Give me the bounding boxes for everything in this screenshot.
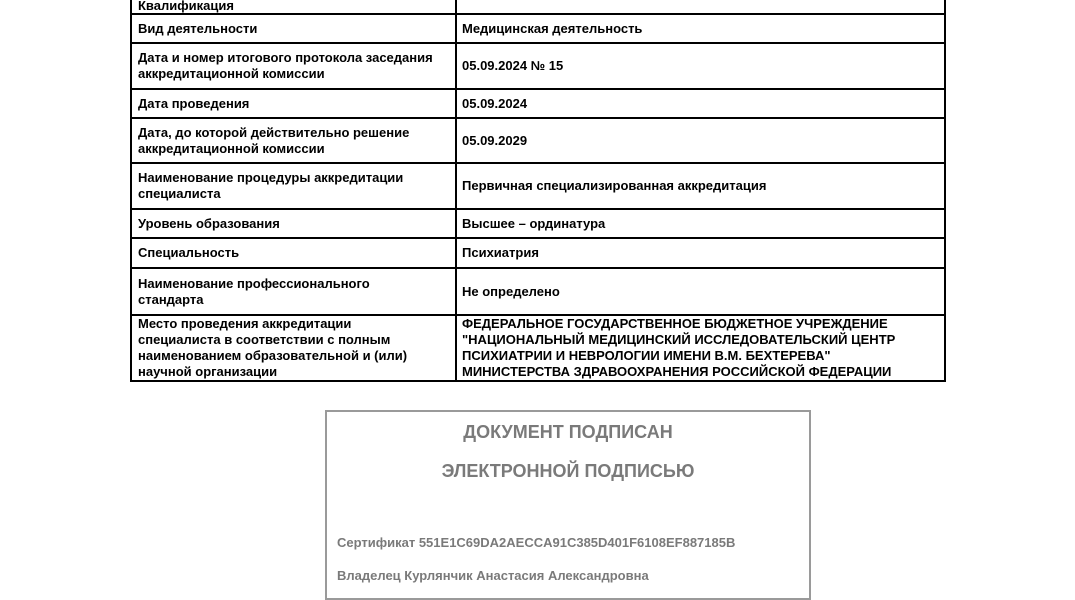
table-row [132, 269, 946, 316]
row-value: Высшее – ординатура [457, 210, 946, 237]
row-value: 05.09.2024 № 15 [457, 44, 946, 88]
table-row [132, 239, 946, 269]
certificate-number: Сертификат 551E1C69DA2AECCA91C385D401F6108EF887185B [337, 535, 736, 550]
row-label: Дата проведения [132, 90, 457, 117]
certificate-owner: Владелец Курлянчик Анастасия Александровна [337, 568, 649, 583]
table-row [132, 44, 946, 90]
table-row [132, 90, 946, 119]
stamp-title: ДОКУМЕНТ ПОДПИСАН [463, 422, 673, 442]
row-value: Не определено [457, 269, 946, 314]
electronic-signature-stamp [325, 410, 811, 600]
row-label: Место проведения аккредитации специалиста в соответствии с полным наименованием образовательной и (или) научной организации [132, 316, 457, 380]
row-value: Медицинская деятельность [457, 15, 946, 42]
row-value [457, 0, 946, 13]
row-value: Первичная специализированная аккредитация [457, 164, 946, 208]
row-value: ФЕДЕРАЛЬНОЕ ГОСУДАРСТВЕННОЕ БЮДЖЕТНОЕ УЧРЕЖДЕНИЕ "НАЦИОНАЛЬНЫЙ МЕДИЦИНСКИЙ ИССЛЕДОВАТЕЛЬСКИЙ ЦЕНТР ПСИХИАТРИИ И НЕВРОЛОГИИ ИМЕНИ В.М. БЕХТЕРЕВА" МИНИСТЕРСТВА ЗДРАВООХРАНЕНИЯ РОССИЙСКОЙ ФЕДЕРАЦИИ [457, 316, 946, 380]
row-value: 05.09.2029 [457, 119, 946, 162]
stamp-subtitle: ЭЛЕКТРОННОЙ ПОДПИСЬЮ [441, 461, 695, 481]
row-label: Дата и номер итогового протокола заседания аккредитационной комиссии [132, 44, 457, 88]
row-label: Наименование процедуры аккредитации специалиста [132, 164, 457, 208]
table-row [132, 164, 946, 210]
table-row [132, 119, 946, 164]
row-label: Вид деятельности [132, 15, 457, 42]
row-value: Психиатрия [457, 239, 946, 267]
row-label: Уровень образования [132, 210, 457, 237]
row-label: Специальность [132, 239, 457, 267]
row-label: Квалификация [132, 0, 457, 13]
table-row [132, 316, 946, 382]
row-label: Наименование профессионального стандарта [132, 269, 457, 314]
table-row [132, 15, 946, 44]
table-row [132, 0, 946, 15]
table-row [132, 210, 946, 239]
row-value: 05.09.2024 [457, 90, 946, 117]
accreditation-table [130, 0, 946, 382]
row-label: Дата, до которой действительно решение аккредитационной комиссии [132, 119, 457, 162]
